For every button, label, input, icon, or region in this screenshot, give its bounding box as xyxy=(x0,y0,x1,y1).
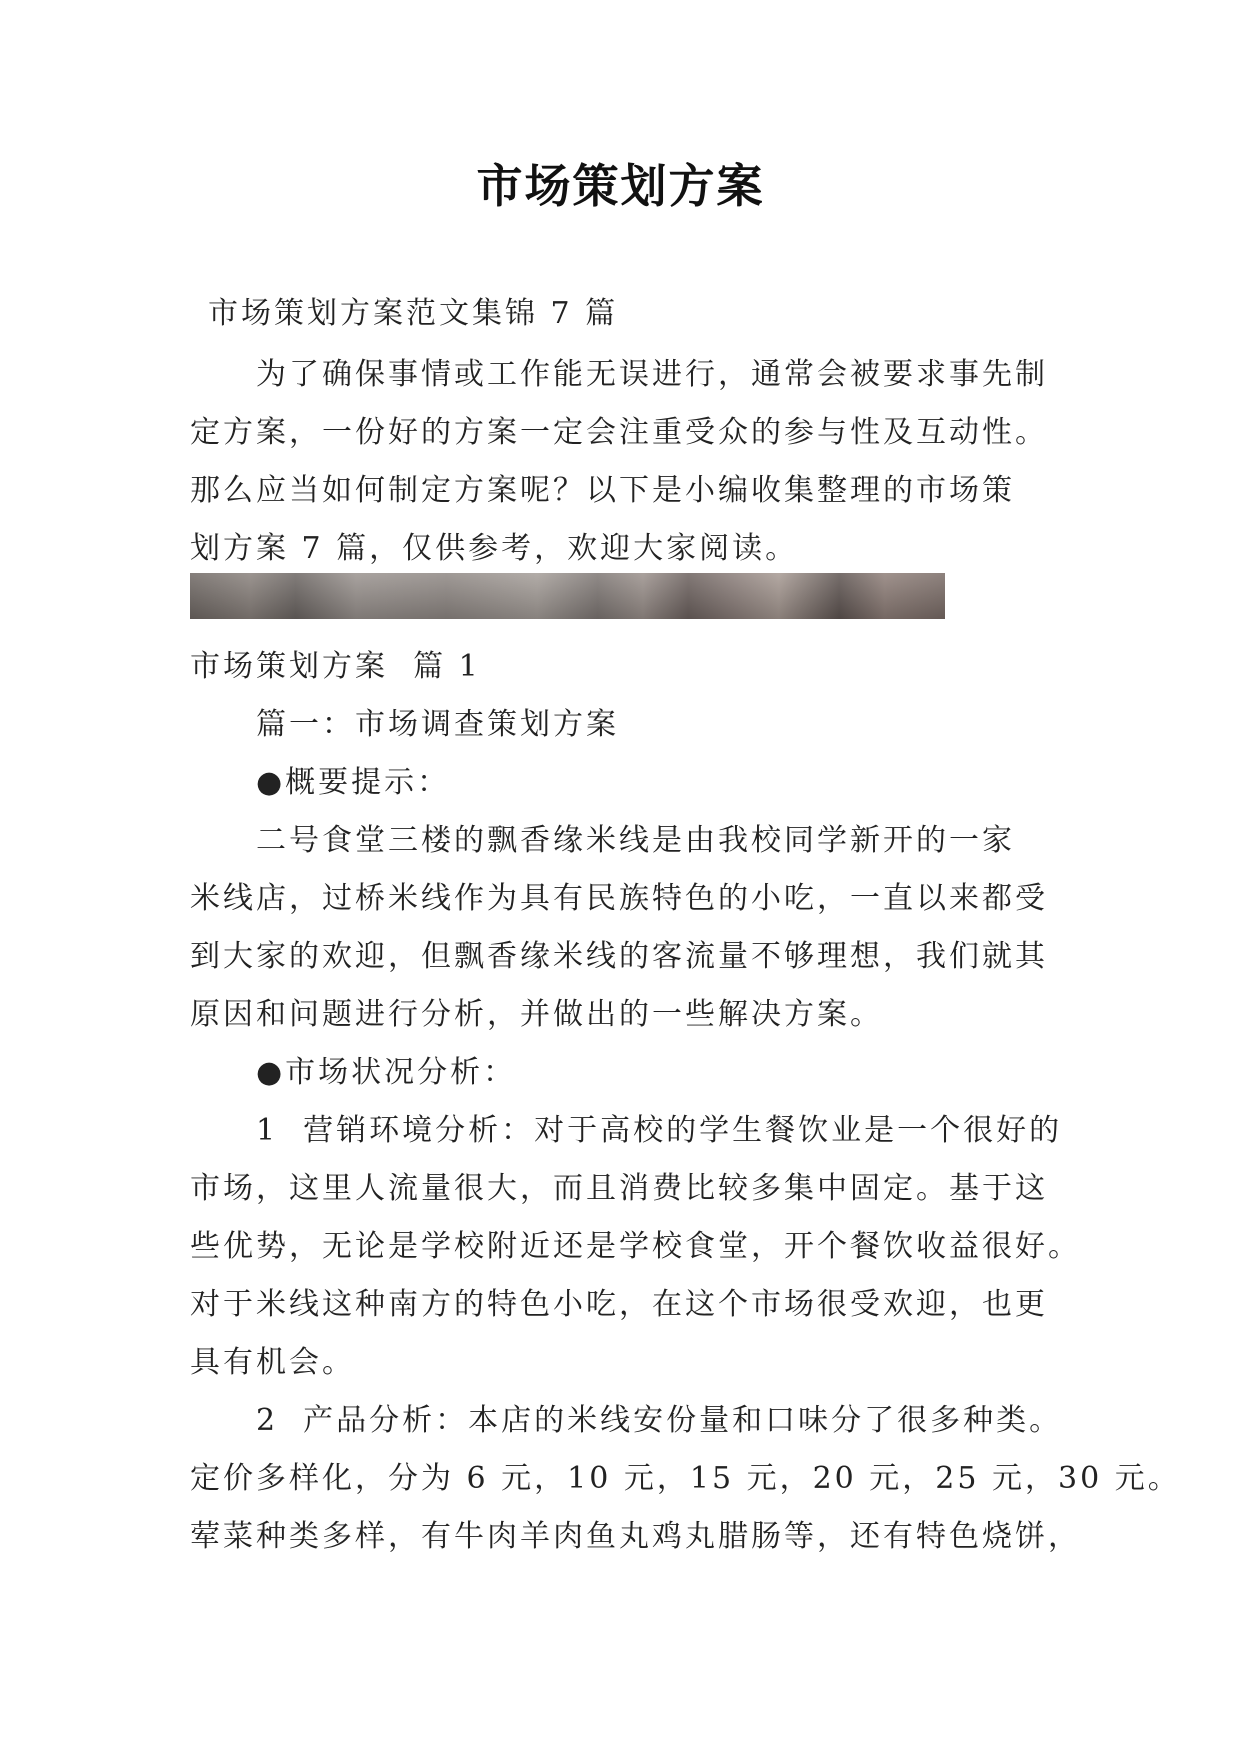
intro-line: 划方案 7 篇，仅供参考，欢迎大家阅读。 xyxy=(190,531,799,566)
intro-paragraph xyxy=(190,346,1050,578)
product-line: 荤菜种类多样，有牛肉羊肉鱼丸鸡丸腊肠等，还有特色烧饼， xyxy=(190,1519,1081,1554)
summary-line: 米线店，过桥米线作为具有民族特色的小吃，一直以来都受 xyxy=(190,881,1048,916)
intro-line: 定方案，一份好的方案一定会注重受众的参与性及互动性。 xyxy=(190,415,1048,450)
summary-bullet: ●概要提示： xyxy=(256,765,451,800)
market-bullet: ●市场状况分析： xyxy=(256,1055,517,1090)
market-line: 些优势，无论是学校附近还是学校食堂，开个餐饮收益很好。 xyxy=(190,1229,1081,1264)
market-line: 具有机会。 xyxy=(190,1345,355,1380)
market-line: 1 营销环境分析：对于高校的学生餐饮业是一个很好的 xyxy=(256,1113,1063,1148)
document-subtitle: 市场策划方案范文集锦 7 篇 xyxy=(208,296,619,331)
cropped-photo xyxy=(190,573,945,619)
summary-line: 到大家的欢迎，但飘香缘米线的客流量不够理想，我们就其 xyxy=(190,939,1048,974)
product-line: 定价多样化，分为 6 元，10 元，15 元，20 元，25 元，30 元。 xyxy=(190,1461,1181,1496)
intro-line: 那么应当如何制定方案呢？以下是小编收集整理的市场策 xyxy=(190,473,1015,508)
document-title: 市场策划方案 xyxy=(476,159,765,213)
summary-line: 原因和问题进行分析，并做出的一些解决方案。 xyxy=(190,997,883,1032)
market-line: 对于米线这种南方的特色小吃，在这个市场很受欢迎，也更 xyxy=(190,1287,1048,1322)
market-line: 市场，这里人流量很大，而且消费比较多集中固定。基于这 xyxy=(190,1171,1048,1206)
summary-line: 二号食堂三楼的飘香缘米线是由我校同学新开的一家 xyxy=(256,823,1015,858)
product-line: 2 产品分析：本店的米线安份量和口味分了很多种类。 xyxy=(256,1403,1063,1438)
chapter-heading: 篇一：市场调查策划方案 xyxy=(256,707,619,742)
section-1 xyxy=(190,638,1181,1566)
intro-line: 为了确保事情或工作能无误进行，通常会被要求事先制 xyxy=(256,357,1048,392)
section-heading: 市场策划方案 篇 1 xyxy=(190,649,481,684)
